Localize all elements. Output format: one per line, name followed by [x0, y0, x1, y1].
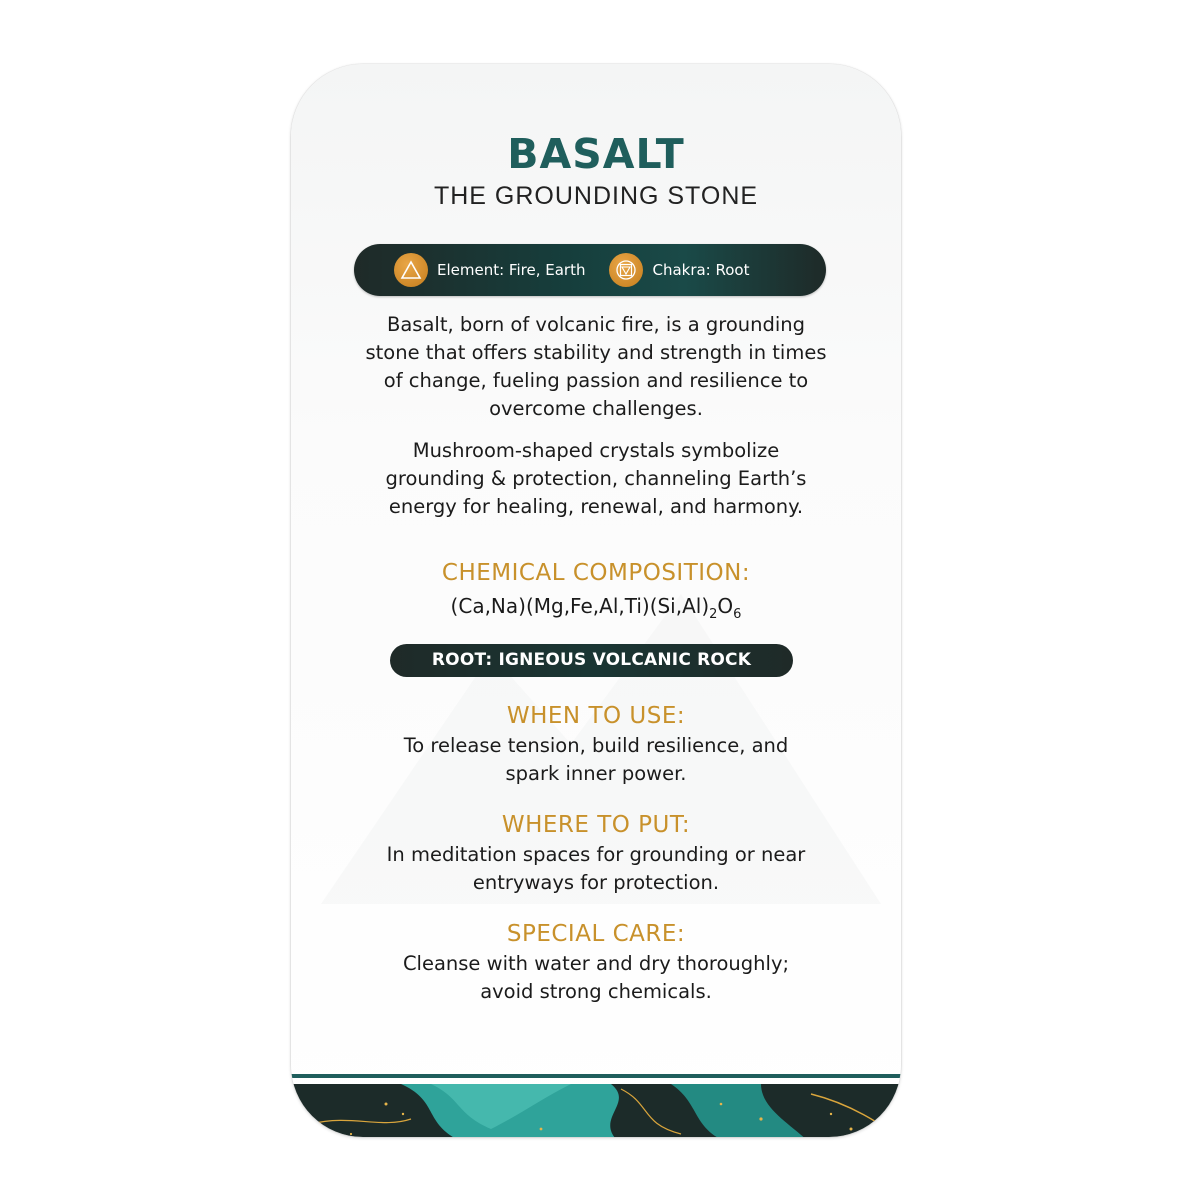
- where-line: entryways for protection.: [472, 871, 720, 894]
- when-line: spark inner power.: [505, 762, 687, 785]
- element-label: Element: Fire, Earth: [437, 261, 586, 279]
- when-to-use-heading: WHEN TO USE:: [506, 703, 686, 729]
- triangle-icon: [394, 253, 428, 287]
- where-to-put-heading: WHERE TO PUT:: [501, 812, 691, 838]
- stone-title: BASALT: [507, 130, 685, 178]
- root-chakra-icon: [609, 253, 643, 287]
- formula-oxygen: O: [717, 594, 734, 618]
- formula-main: (Ca,Na)(Mg,Fe,Al,Ti)(Si,Al): [450, 594, 710, 618]
- stone-subtitle: THE GROUNDING STONE: [433, 182, 759, 210]
- formula-subscript: 6: [733, 607, 742, 622]
- care-line: Cleanse with water and dry thoroughly;: [402, 952, 790, 975]
- description-line: energy for healing, renewal, and harmony.: [388, 495, 804, 518]
- special-care-heading: SPECIAL CARE:: [506, 921, 686, 947]
- care-line: avoid strong chemicals.: [480, 980, 712, 1003]
- element-attribute: [394, 253, 585, 287]
- description-line: of change, fueling passion and resilience to: [383, 369, 809, 392]
- description-line: Mushroom-shaped crystals symbolize: [412, 439, 780, 462]
- crystal-info-card: [291, 64, 901, 1137]
- formula-subscript: 2: [709, 607, 718, 622]
- divider-line: [291, 1074, 901, 1078]
- special-care-text: [291, 950, 901, 1006]
- chakra-attribute: [609, 253, 749, 287]
- description-paragraph-1: [291, 311, 901, 423]
- where-to-put-text: [291, 841, 901, 897]
- chemical-formula: [291, 594, 901, 622]
- attributes-bar: [354, 244, 826, 296]
- chemical-composition-heading: CHEMICAL COMPOSITION:: [441, 560, 751, 586]
- root-badge: ROOT: IGNEOUS VOLCANIC ROCK: [390, 644, 793, 677]
- when-to-use-text: [291, 732, 901, 788]
- description-line: Basalt, born of volcanic fire, is a grounding: [386, 313, 806, 336]
- marble-decoration: [291, 1084, 901, 1137]
- description-line: grounding & protection, channeling Earth’s: [385, 467, 807, 490]
- where-line: In meditation spaces for grounding or near: [386, 843, 806, 866]
- chakra-label: Chakra: Root: [652, 261, 750, 279]
- description-line: stone that offers stability and strength in times: [365, 341, 827, 364]
- description-paragraph-2: [291, 437, 901, 521]
- when-line: To release tension, build resilience, and: [403, 734, 789, 757]
- description-line: overcome challenges.: [489, 397, 703, 420]
